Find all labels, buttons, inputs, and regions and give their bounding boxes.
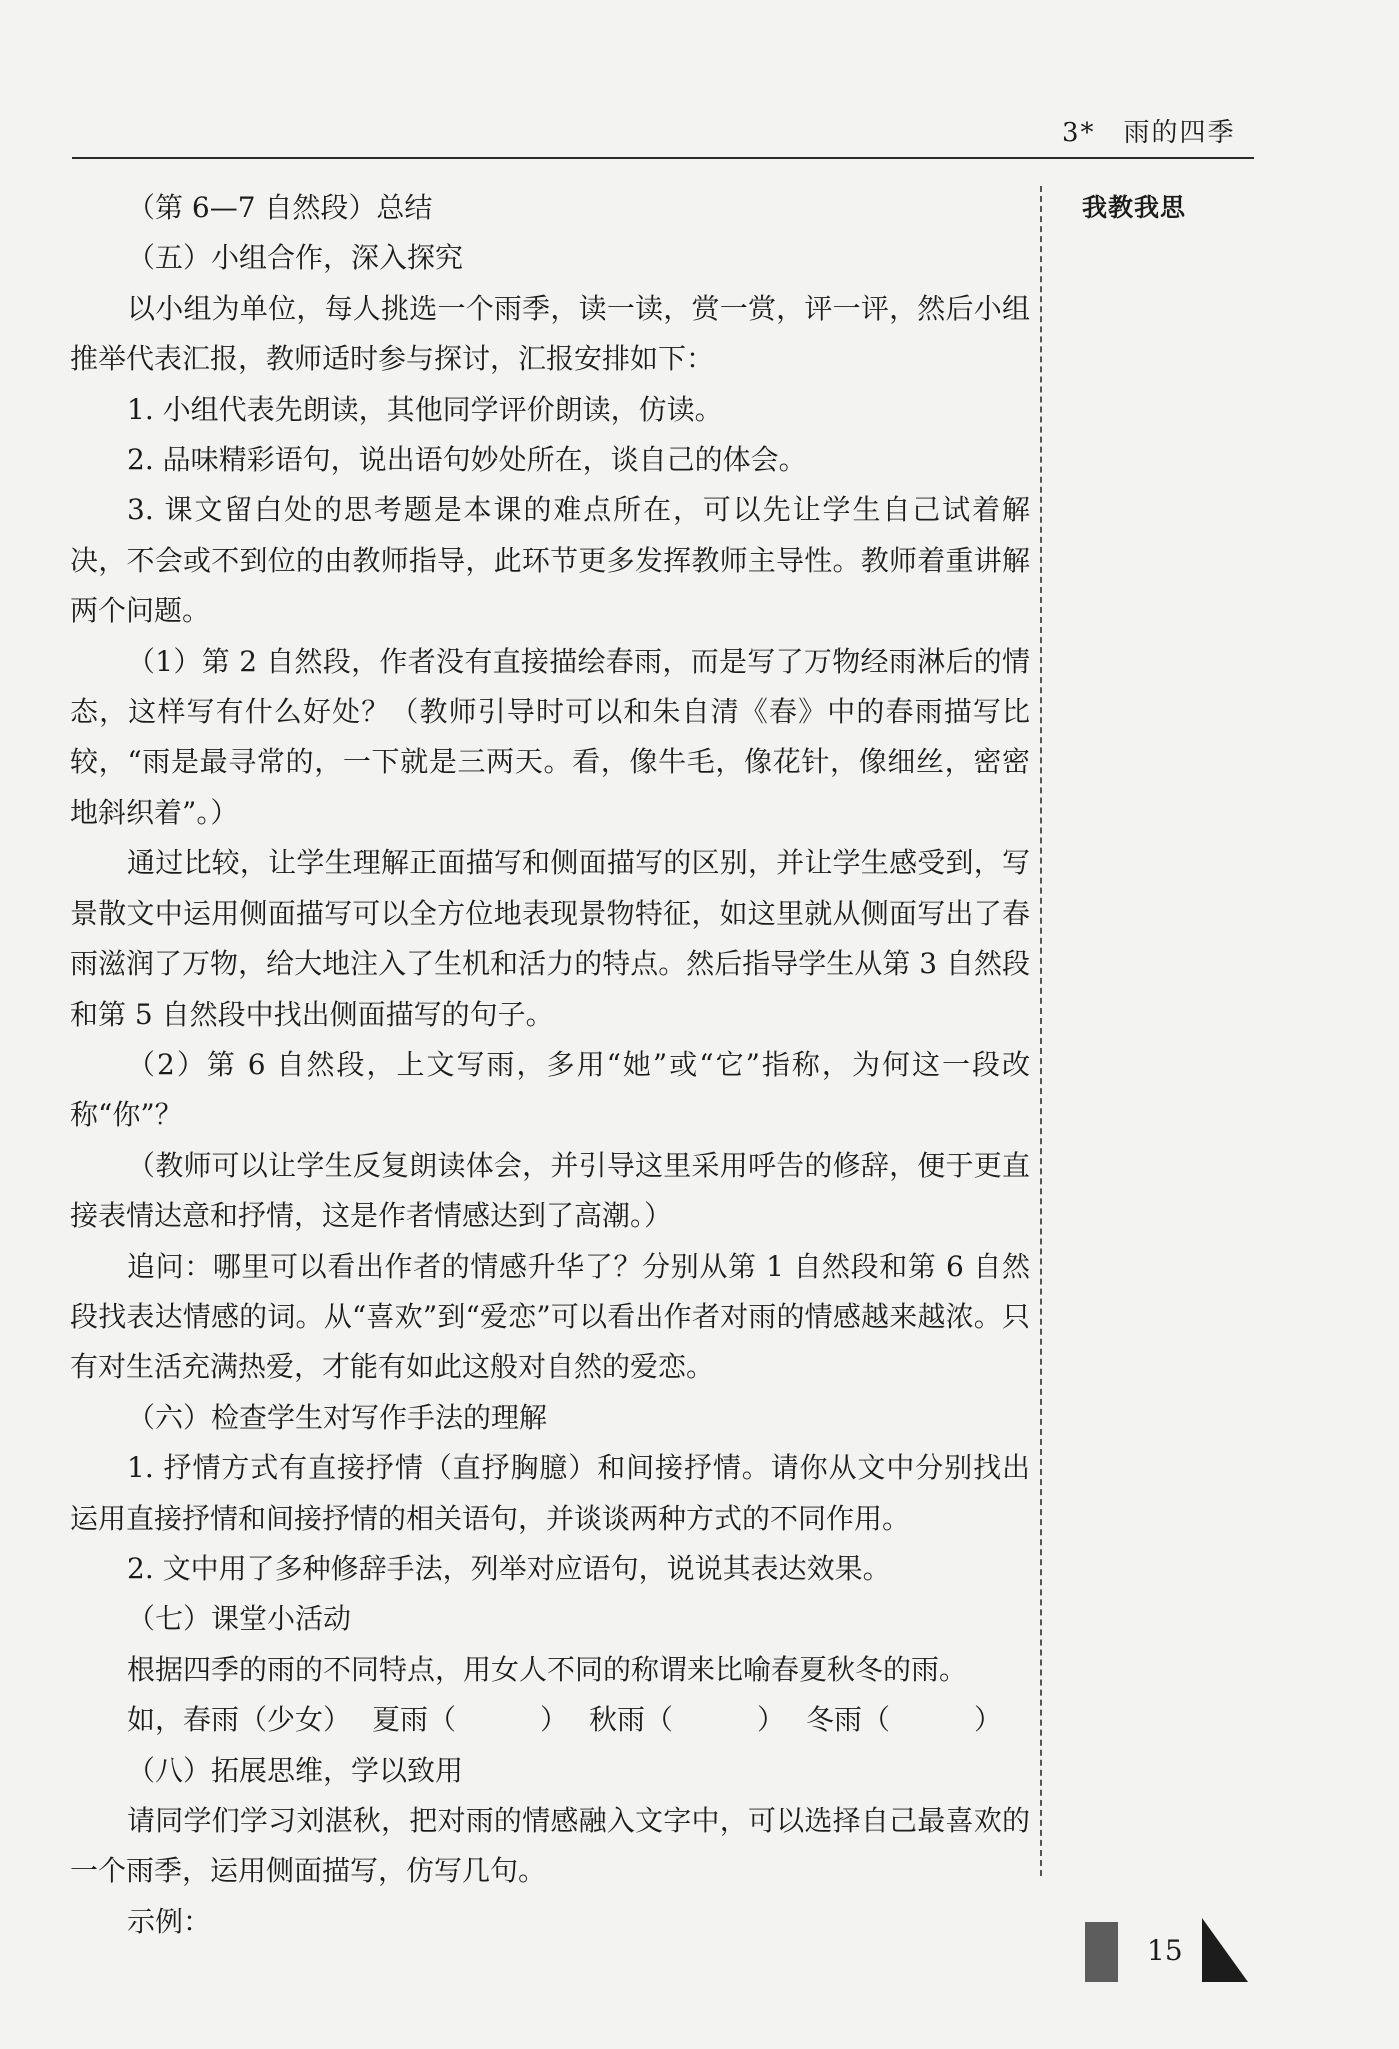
- list-item: 2. 文中用了多种修辞手法，列举对应语句，说说其表达效果。: [127, 1551, 891, 1585]
- paragraph: 根据四季的雨的不同特点，用女人不同的称谓来比喻春夏秋冬的雨。: [127, 1652, 968, 1686]
- paragraph: （第 6—7 自然段）总结: [127, 191, 433, 224]
- fill-item-autumn: 秋雨（ ）: [588, 1703, 785, 1737]
- page-number: 15: [1147, 1934, 1183, 1967]
- paragraph: （教师可以让学生反复朗读体会，并引导这里采用呼告的修辞，便于更直接表情达意和抒情，这是作者情感达到了高潮。）: [70, 1148, 1030, 1233]
- list-item: 3. 课文留白处的思考题是本课的难点所在，可以先让学生自己试着解决，不会或不到位的由教师指导，此环节更多发挥教师主导性。教师着重讲解两个问题。: [70, 493, 1030, 628]
- header-rule: [72, 157, 1254, 159]
- list-item: 1. 抒情方式有直接抒情（直抒胸臆）和间接抒情。请你从文中分别找出运用直接抒情和间接抒情的相关语句，并谈谈两种方式的不同作用。: [70, 1451, 1030, 1535]
- main-text: [70, 183, 1030, 1947]
- page-corner-triangle: [1202, 1918, 1248, 1982]
- paragraph: 请同学们学习刘湛秋，把对雨的情感融入文字中，可以选择自己最喜欢的一个雨季，运用侧面描写，仿写几句。: [70, 1804, 1030, 1888]
- sidebar-title: 我教我思: [1082, 193, 1187, 222]
- margin-divider: [1040, 186, 1042, 1876]
- fill-item-summer: 夏雨（ ）: [371, 1703, 568, 1737]
- section-heading: （六）检查学生对写作手法的理解: [127, 1400, 548, 1434]
- fill-item-spring: 如，春雨（少女）: [127, 1703, 352, 1737]
- paragraph: （2）第 6 自然段，上文写雨，多用“她”或“它”指称，为何这一段改称“你”？: [70, 1047, 1030, 1132]
- page-tab-marker: [1085, 1922, 1118, 1982]
- paragraph: 追问：哪里可以看出作者的情感升华了？分别从第 1 自然段和第 6 自然段找表达情感的词。从“喜欢”到“爱恋”可以看出作者对雨的情感越来越浓。只有对生活充满热爱，才能有如此这般对自然的爱恋。: [70, 1249, 1030, 1384]
- paragraph: 通过比较，让学生理解正面描写和侧面描写的区别，并让学生感受到，写景散文中运用侧面描写可以全方位地表现景物特征，如这里就从侧面写出了春雨滋润了万物，给大地注入了生机和活力的特点。然后指导学生从第 3 自然段和第 5 自然段中找出侧面描写的句子。: [70, 846, 1030, 1031]
- section-heading: （八）拓展思维，学以致用: [127, 1753, 464, 1787]
- section-heading: （五）小组合作，深入探究: [127, 241, 464, 275]
- chapter-title: 3* 雨的四季: [1062, 118, 1236, 148]
- list-item: 1. 小组代表先朗读，其他同学评价朗读，仿读。: [127, 392, 723, 426]
- list-item: 2. 品味精彩语句，说出语句妙处所在，谈自己的体会。: [127, 443, 807, 477]
- paragraph: 示例：: [127, 1904, 212, 1938]
- paragraph: 以小组为单位，每人挑选一个雨季，读一读，赏一赏，评一评，然后小组推举代表汇报，教师适时参与探讨，汇报安排如下：: [70, 291, 1030, 376]
- section-heading: （七）课堂小活动: [127, 1602, 352, 1636]
- paragraph: （1）第 2 自然段，作者没有直接描绘春雨，而是写了万物经雨淋后的情态，这样写有什么好处？（教师引导时可以和朱自清《春》中的春雨描写比较，“雨是最寻常的，一下就是三两天。看，像牛毛，像花针，像细丝，密密地斜织着”。）: [70, 644, 1030, 829]
- fill-in-row: [70, 1695, 1030, 1745]
- fill-item-winter: 冬雨（ ）: [805, 1703, 1002, 1737]
